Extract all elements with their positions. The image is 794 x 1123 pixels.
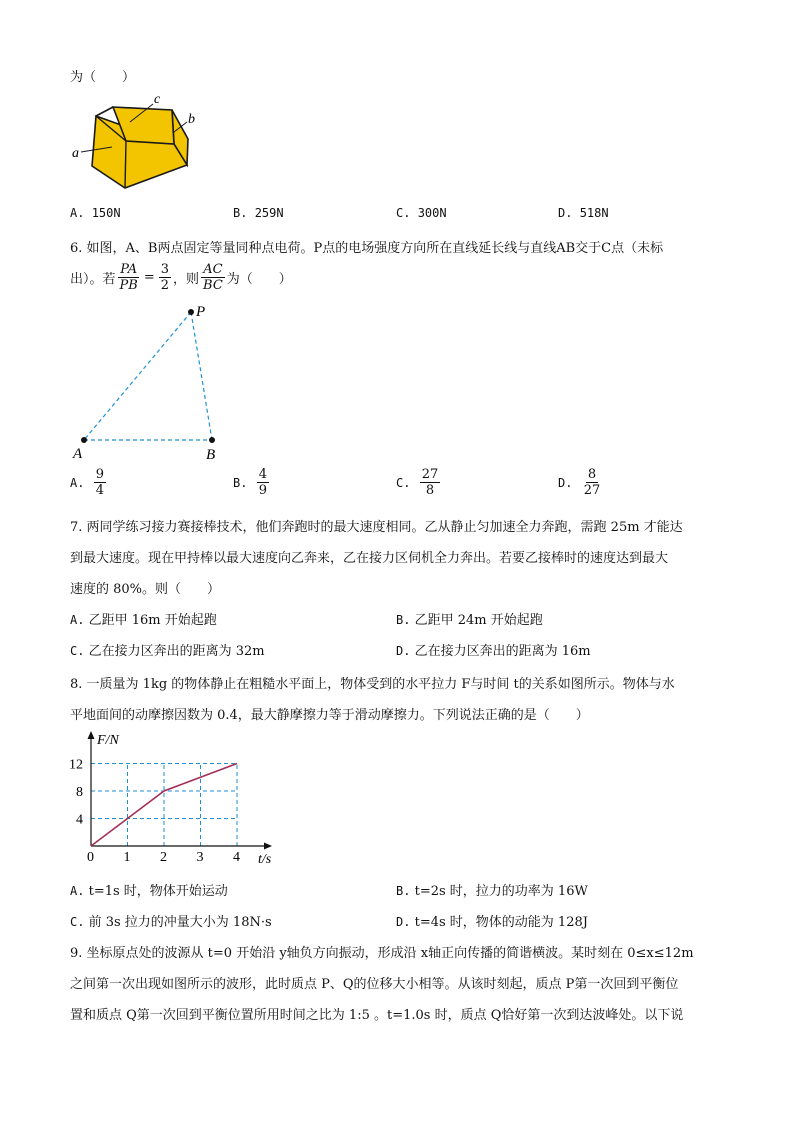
q6-option-b[interactable]: B. $\frac{4}{9}$ [233, 467, 267, 498]
x-tick-3: 3 [196, 850, 204, 865]
q6-stem-line2 [70, 262, 292, 293]
q9-stem-line3: 置和质点 Q第一次回到平衡位置所用时间之比为 1:5 。t=1.0s 时，质点 Q恰好第一次到达波峰处。以下说 [70, 1008, 684, 1023]
q5-option-b[interactable]: B. 259N [233, 206, 284, 220]
q7-stem-line1: 7. 两同学练习接力赛接棒技术，他们奔跑时的最大速度相同。乙从静止匀加速全力奔跑，需跑 25m 才能达 [70, 520, 683, 535]
q6-ratio-ac-bc: $\frac{AC}{BC}$ [203, 262, 223, 293]
label-p: P [196, 304, 206, 320]
label-b: B [206, 447, 216, 463]
q7-option-b[interactable]: B. 乙距甲 24m 开始起跑 [396, 613, 543, 628]
q7-option-d[interactable]: D. 乙在接力区奔出的距离为 16m [396, 644, 591, 659]
point-b [209, 437, 215, 443]
q8-option-b[interactable]: B. t=2s 时，拉力的功率为 16W [396, 884, 588, 899]
q7-option-c[interactable]: C. 乙在接力区奔出的距离为 32m [70, 644, 265, 659]
q5-gold-bar-figure [70, 92, 210, 192]
q6-mid: ，则 [173, 272, 200, 287]
q5-option-d[interactable]: D. 518N [558, 206, 609, 220]
y-tick-labels [69, 758, 83, 828]
q8-stem-line1: 8. 一质量为 1kg 的物体静止在粗糙水平面上，物体受到的水平拉力 F与时间 t的关系如图所示。物体与水 [70, 677, 675, 692]
x-tick-4: 4 [233, 850, 240, 865]
point-a [81, 437, 87, 443]
q7-stem-line2: 到最大速度。现在甲持棒以最大速度向乙奔来，乙在接力区伺机全力奔出。若要乙接棒时的速度达到最大 [70, 551, 669, 566]
q5-option-a[interactable]: A. 150N [70, 206, 121, 220]
q6-triangle-figure [70, 300, 230, 466]
chart-grid [91, 764, 237, 847]
q6-tail: 为（ ） [226, 272, 292, 287]
y-axis-label: F/N [97, 733, 119, 748]
label-a: A [73, 446, 83, 462]
y-tick-4: 4 [76, 812, 83, 828]
q8-option-a[interactable]: A. t=1s 时，物体开始运动 [70, 884, 228, 899]
q8-stem-line2: 平地面间的动摩擦因数为 0.4，最大静摩擦力等于滑动摩擦力。下列说法正确的是（ ） [70, 708, 589, 723]
label-c: c [154, 92, 161, 107]
q8-force-time-chart [60, 728, 290, 868]
q7-option-a[interactable]: A. 乙距甲 16m 开始起跑 [70, 613, 217, 628]
q9-stem-line2: 之间第一次出现如图所示的波形，此时质点 P、Q的位移大小相等。从该时刻起，质点 P第一次回到平衡位 [70, 977, 679, 992]
q6-eq: = [143, 270, 155, 285]
x-axis-arrow [264, 843, 272, 850]
q6-option-c[interactable]: C. $\frac{27}{8}$ [396, 467, 439, 498]
q7-stem-line3: 速度的 80%。则（ ） [70, 582, 221, 597]
label-a: a [72, 146, 79, 161]
q5-stem-tail: 为（ ） [70, 70, 136, 85]
x-axis-label: t/s [258, 852, 272, 867]
q6-option-a[interactable]: A. $\frac{9}{4}$ [70, 467, 104, 498]
label-b: b [188, 112, 195, 127]
q8-option-c[interactable]: C. 前 3s 拉力的冲量大小为 18N·s [70, 915, 272, 930]
x-tick-0: 0 [87, 850, 94, 865]
q5-option-c[interactable]: C. 300N [396, 206, 447, 220]
x-tick-1: 1 [123, 850, 131, 865]
q6-ratio-value: $\frac{3}{2}$ [160, 262, 170, 293]
y-tick-8: 8 [76, 785, 83, 800]
x-tick-2: 2 [160, 850, 167, 865]
q6-stem-line1: 6. 如图，A、B两点固定等量同种点电荷。P点的电场强度方向所在直线延长线与直线AB交于C点（未标 [70, 241, 664, 256]
point-p [188, 309, 194, 315]
q6-line2-pre: 出）。若 [70, 272, 116, 287]
line-pb [191, 312, 212, 440]
q8-option-d[interactable]: D. t=4s 时，物体的动能为 128J [396, 915, 588, 930]
y-tick-12: 12 [69, 757, 83, 773]
y-axis-arrow [88, 731, 95, 739]
x-tick-labels [87, 850, 240, 865]
line-pa [84, 312, 191, 440]
q6-option-d[interactable]: D. $\frac{8}{27}$ [558, 467, 601, 498]
q6-ratio-pa-pb: $\frac{PA}{PB}$ [119, 262, 138, 293]
q9-stem-line1: 9. 坐标原点处的波源从 t=0 开始沿 y轴负方向振动，形成沿 x轴正向传播的简谐横波。某时刻在 0≤x≤12m [70, 946, 694, 961]
